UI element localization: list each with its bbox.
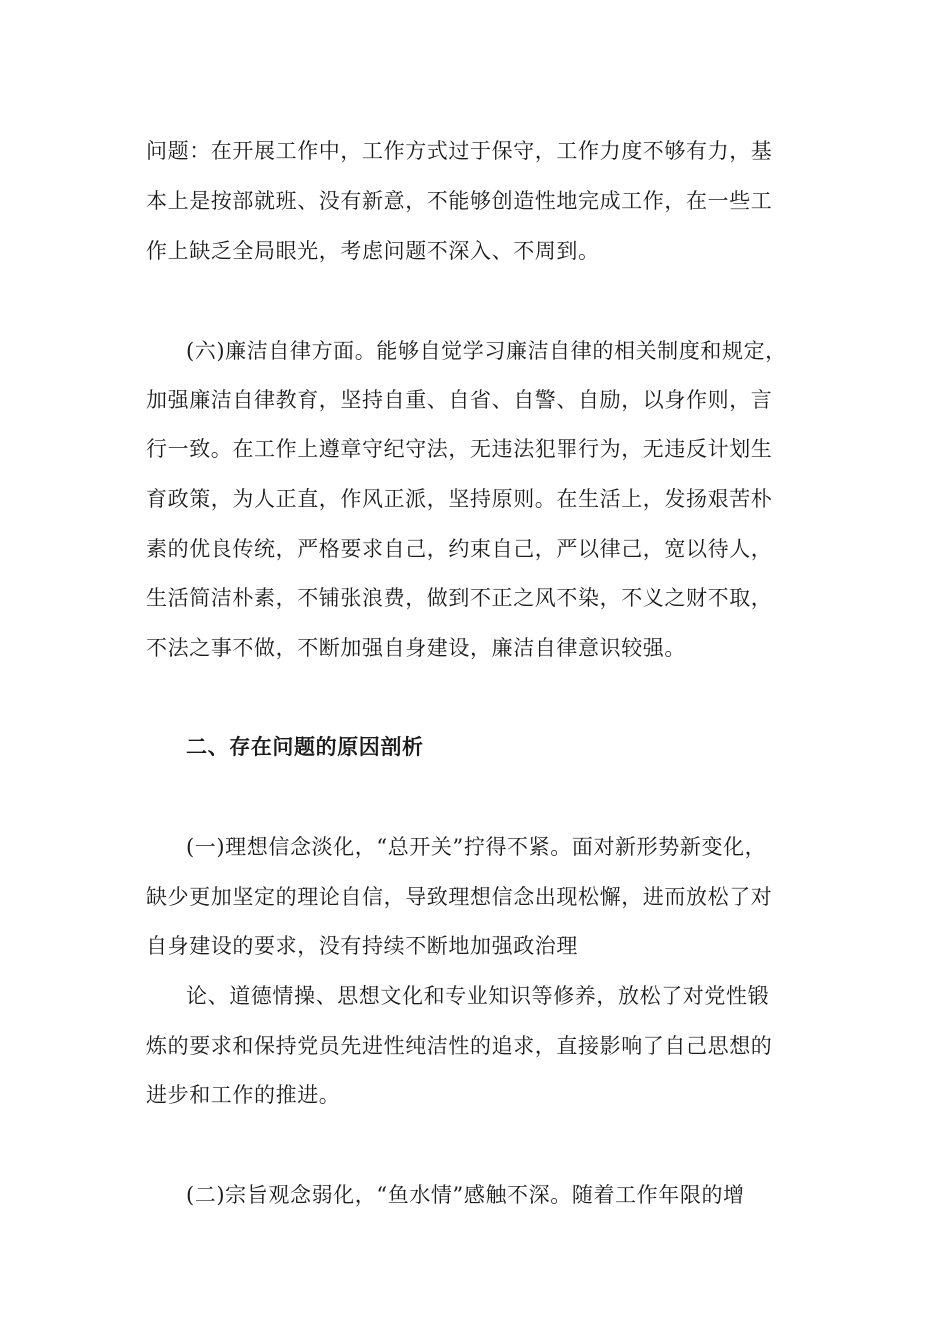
paragraph-1-line-2: 本上是按部就班、没有新意，不能够创造性地完成工作，在一些工 — [146, 189, 773, 213]
paragraph-3-line-3: 自身建设的要求，没有持续不断地加强政治理 — [146, 934, 578, 958]
paragraph-3-line-2: 缺少更加坚定的理论自信，导致理想信念出现松懈，进而放松了对 — [146, 885, 773, 909]
paragraph-2-line-4: 育政策，为人正直，作风正派，坚持原则。在生活上，发扬艰苦朴 — [146, 487, 773, 511]
section-heading: 二、存在问题的原因剖析 — [186, 734, 424, 759]
paragraph-2-line-5: 素的优良传统，严格要求自己，约束自己，严以律己，宽以待人， — [146, 537, 773, 561]
paragraph-3-line-1: (一)理想信念淡化，“总开关”拧得不紧。面对新形势新变化， — [186, 835, 767, 859]
paragraph-2-line-3: 行一致。在工作上遵章守纪守法，无违法犯罪行为，无违反计划生 — [146, 437, 773, 461]
paragraph-2-line-6: 生活简洁朴素，不铺张浪费，做到不正之风不染，不义之财不取， — [146, 586, 773, 610]
paragraph-4-line-1: 论、道德情操、思想文化和专业知识等修养，放松了对党性锻 — [186, 984, 770, 1008]
paragraph-2-line-7: 不法之事不做，不断加强自身建设，廉洁自律意识较强。 — [146, 636, 686, 660]
paragraph-1-line-1: 问题：在开展工作中，工作方式过于保守，工作力度不够有力，基 — [146, 139, 773, 163]
paragraph-2-line-2: 加强廉洁自律教育，坚持自重、自省、自警、自励，以身作则，言 — [146, 388, 773, 412]
paragraph-4-line-3: 进步和工作的推进。 — [146, 1083, 341, 1107]
paragraph-1-line-3: 作上缺乏全局眼光，考虑问题不深入、不周到。 — [146, 239, 600, 263]
paragraph-2-line-1: (六)廉洁自律方面。能够自觉学习廉洁自律的相关制度和规定， — [186, 339, 787, 363]
paragraph-5-line-1: (二)宗旨观念弱化，“鱼水情”感触不深。随着工作年限的增 — [186, 1183, 745, 1207]
paragraph-4-line-2: 炼的要求和保持党员先进性纯洁性的追求，直接影响了自己思想的 — [146, 1034, 773, 1058]
